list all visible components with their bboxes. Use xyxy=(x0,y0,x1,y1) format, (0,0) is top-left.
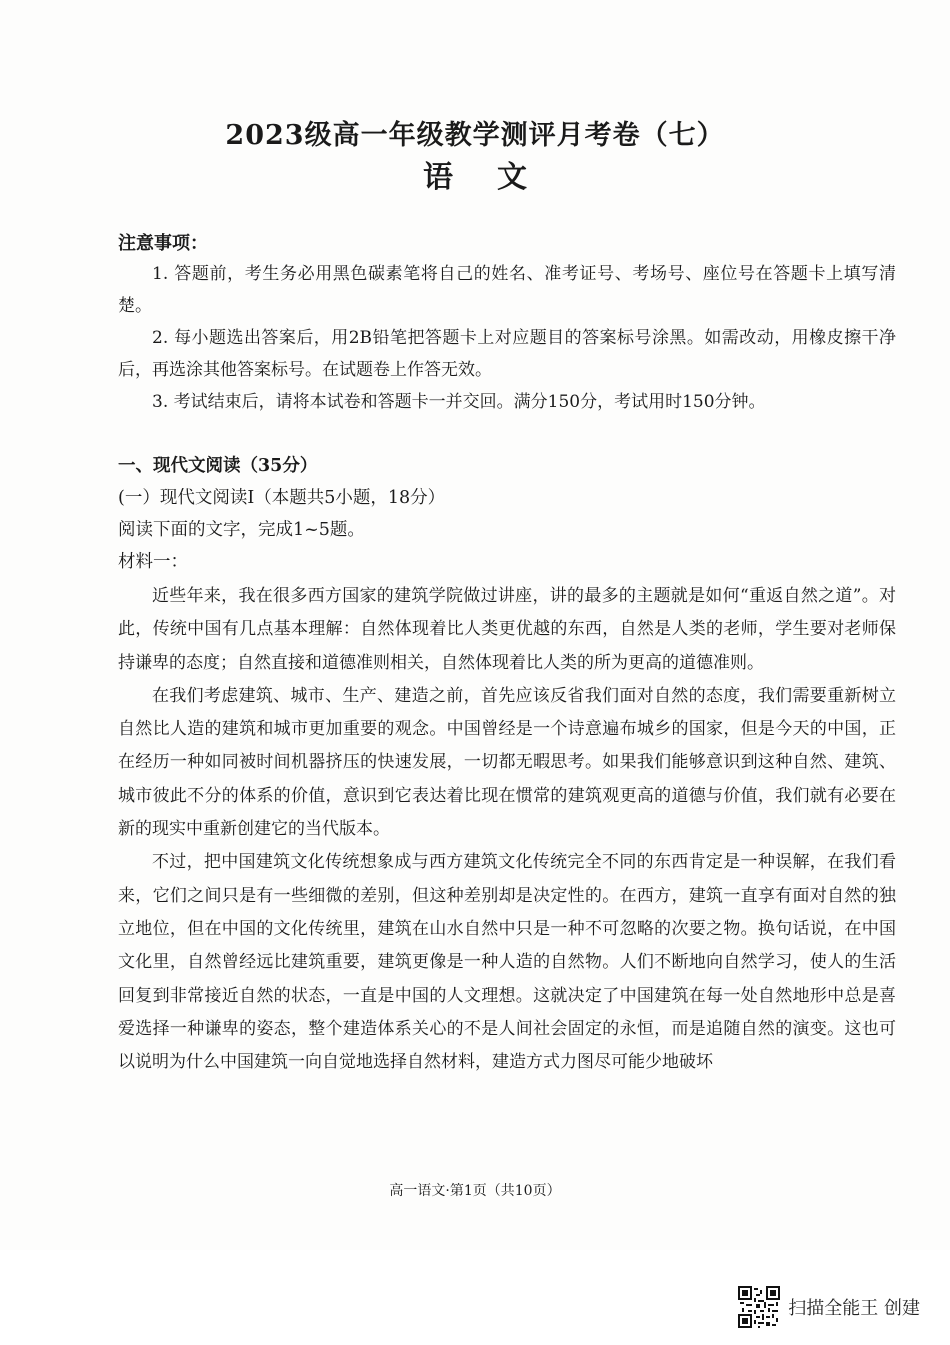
reading-passage xyxy=(118,580,896,1079)
notice-item: 1. 答题前，考生务必用黑色碳素笔将自己的姓名、准考证号、考场号、座位号在答题卡上填写清楚。 xyxy=(118,264,896,316)
section-heading: 一、现代文阅读（35分） xyxy=(118,456,318,476)
scanner-watermark xyxy=(738,1286,920,1328)
notice-list xyxy=(118,258,896,418)
exam-title: 2023级高一年级教学测评月考卷（七） xyxy=(225,120,725,151)
material-label: 材料一： xyxy=(118,552,188,572)
subject-title: 语文 xyxy=(423,160,571,195)
notice-heading: 注意事项： xyxy=(118,233,208,254)
notice-item: 2. 每小题选出答案后，用2B铅笔把答题卡上对应题目的答案标号涂黑。如需改动，用橡皮擦干净后，再选涂其他答案标号。在试题卷上作答无效。 xyxy=(118,328,896,380)
notice-item: 3. 考试结束后，请将本试卷和答题卡一并交回。满分150分，考试用时150分钟。 xyxy=(152,392,766,412)
passage-paragraph: 不过，把中国建筑文化传统想象成与西方建筑文化传统完全不同的东西肯定是一种误解，在我们看来，它们之间只是有一些细微的差别，但这种差别却是决定性的。在西方，建筑一直享有面对自然的独立地位，但在中国的文化传统里，建筑在山水自然中只是一种不可忽略的次要之物。换句话说，在中国文化里，自然曾经远比建筑重要，建筑更像是一种人造的自然物。人们不断地向自然学习，使人的生活回复到非常接近自然的状态，一直是中国的人文理想。这就决定了中国建筑在每一处自然地形中总是喜爱选择一种谦卑的姿态，整个建造体系关心的不是人间社会固定的永恒，而是追随自然的演变。这也可以说明为什么中国建筑一向自觉地选择自然材料，建造方式力图尽可能少地破坏 xyxy=(118,852,896,1073)
scanner-label: 扫描全能王 创建 xyxy=(788,1298,920,1319)
passage-paragraph: 在我们考虑建筑、城市、生产、建造之前，首先应该反省我们面对自然的态度，我们需要重新树立自然比人造的建筑和城市更加重要的观念。中国曾经是一个诗意遍布城乡的国家，但是今天的中国，正在经历一种如同被时间机器挤压的快速发展，一切都无暇思考。如果我们能够意识到这种自然、建筑、城市彼此不分的体系的价值，意识到它表达着比现在惯常的建筑观更高的道德与价值，我们就有必要在新的现实中重新创建它的当代版本。 xyxy=(118,685,896,840)
section-subheading: (一）现代文阅读Ⅰ（本题共5小题，18分） xyxy=(118,488,446,508)
page-footer: 高一语文·第1页（共10页） xyxy=(389,1183,561,1199)
reading-instruction: 阅读下面的文字，完成1~5题。 xyxy=(118,520,365,540)
qr-code-icon xyxy=(738,1286,780,1328)
passage-paragraph: 近些年来，我在很多西方国家的建筑学院做过讲座，讲的最多的主题就是如何“重返自然之道”。对此，传统中国有几点基本理解：自然体现着比人类更优越的东西，自然是人类的老师，学生要对老师保持谦卑的态度；自然直接和道德准则相关，自然体现着比人类的所为更高的道德准则。 xyxy=(118,586,896,673)
